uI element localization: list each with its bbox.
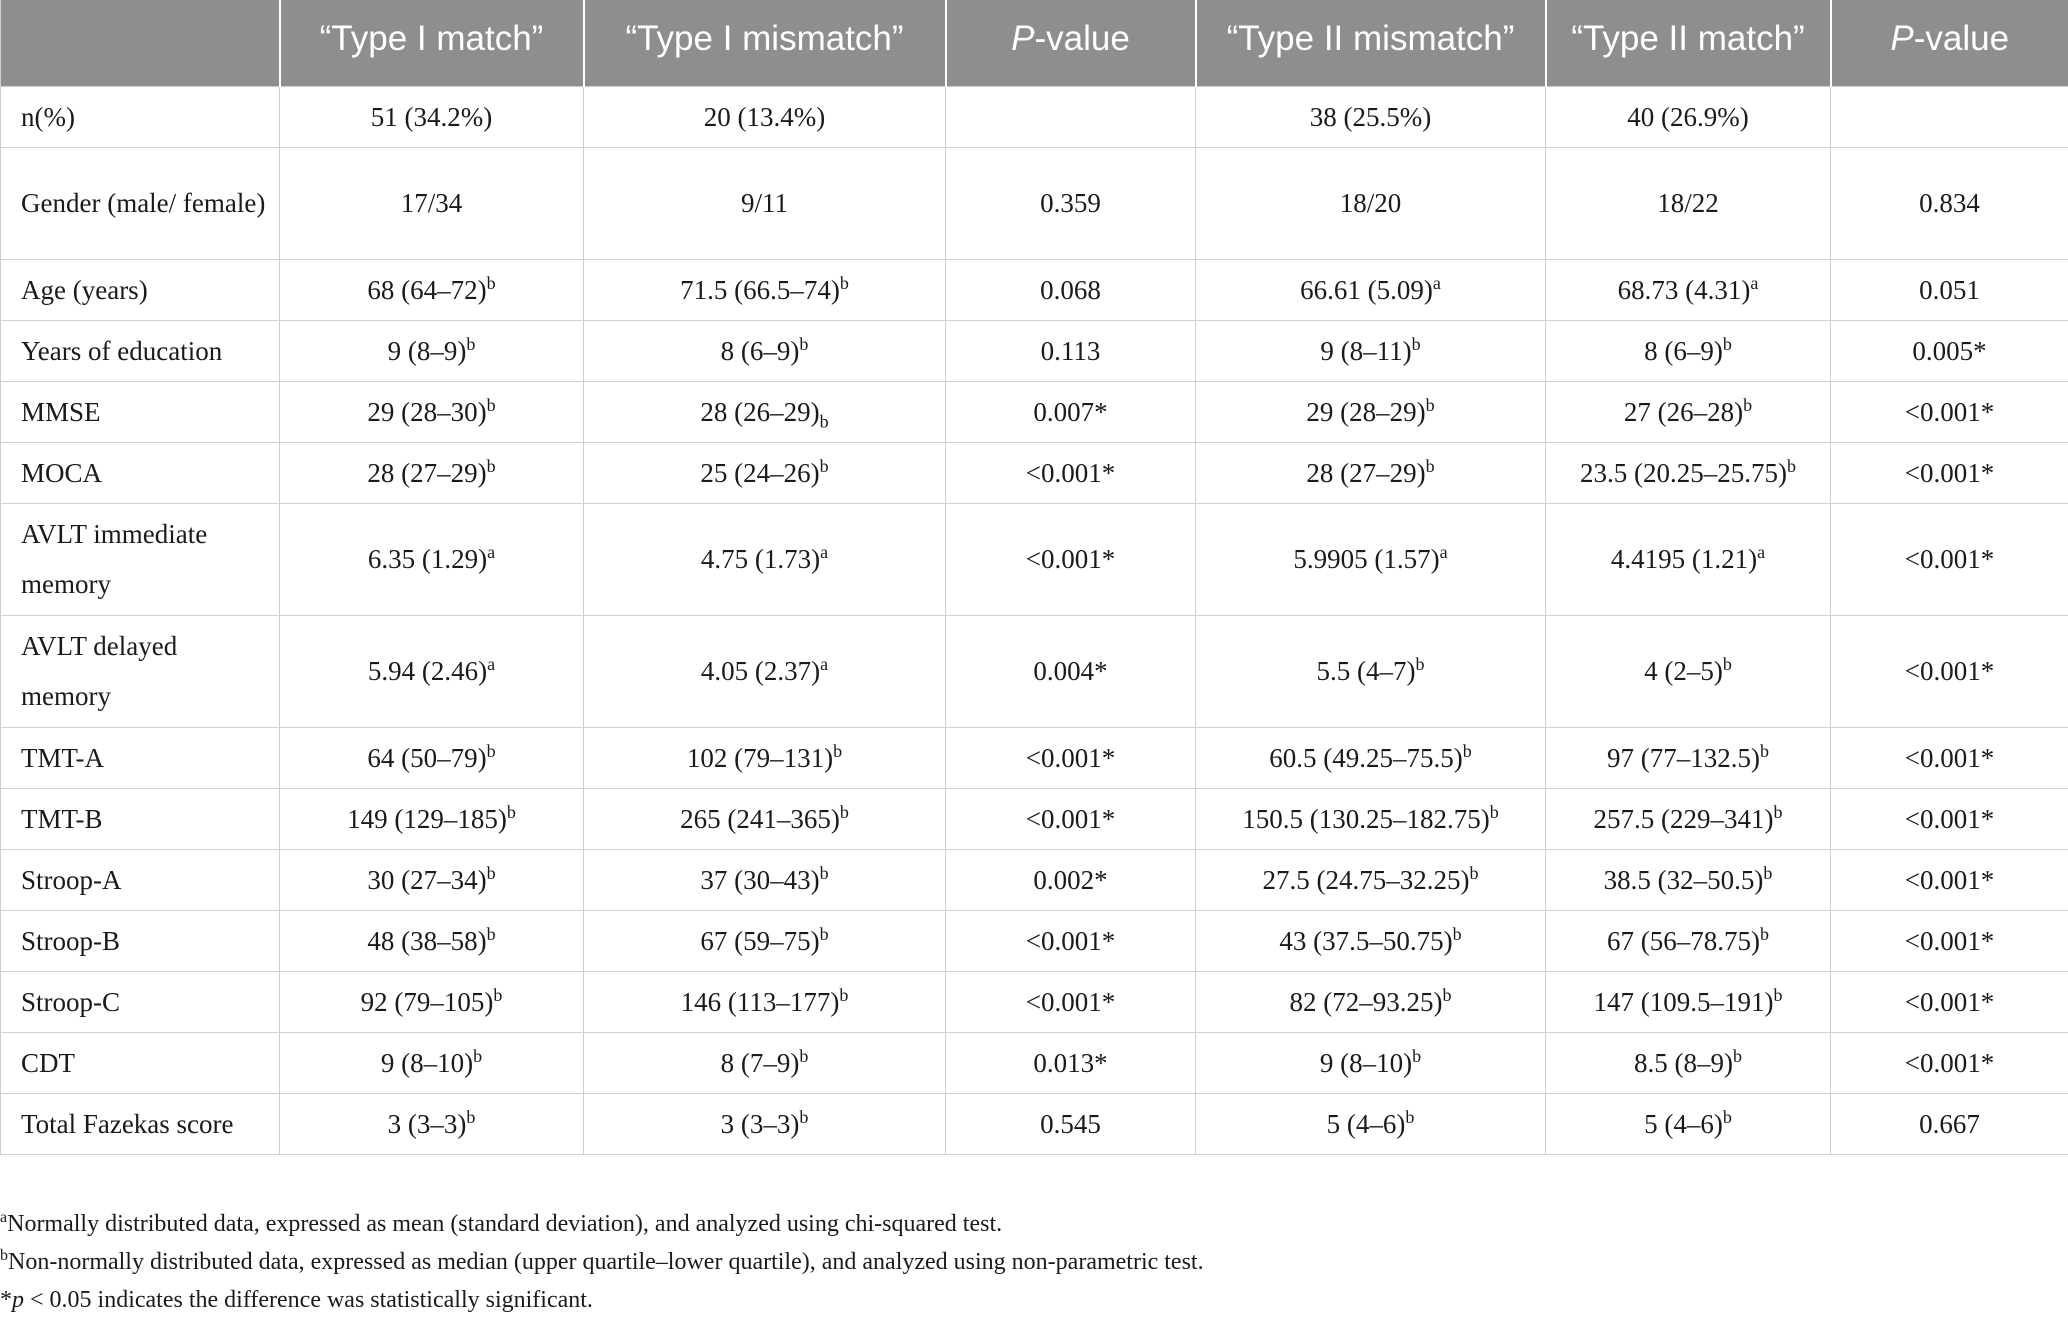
table-cell [280,320,584,381]
table-cell [1831,615,2068,727]
cell-value: 28 (27–29) [1306,457,1426,488]
cell-value: <0.001* [1025,803,1116,834]
footnote-marker: b [819,455,829,476]
table-cell [584,615,946,727]
footnote-marker: b [1722,654,1732,674]
cell-value: 5.9905 (1.57) [1293,544,1440,574]
cell-value: 147 (109.5–191) [1593,986,1774,1017]
footnote-marker: b [473,1045,483,1066]
table-cell [584,849,946,910]
cell-value: 5 (4–6) [1326,1108,1406,1139]
cell-value: 8 (6–9) [1644,335,1723,366]
table-cell [280,971,584,1032]
table-cell [280,849,584,910]
cell-value: 82 (72–93.25) [1289,986,1443,1017]
row-label: TMT-A [1,727,280,788]
row-label: AVLT delayed memory [1,615,280,727]
cell-value: 8 (6–9) [720,335,800,366]
cell-value: <0.001* [1904,803,1995,834]
table-cell [584,727,946,788]
cell-value: 265 (241–365) [680,803,840,834]
footnote-marker: b [799,1045,809,1066]
table-row [1,788,2068,849]
footnote [0,1281,2068,1319]
table-cell [1546,503,1831,615]
cell-value: 17/34 [400,188,463,218]
table-cell [584,910,946,971]
footnote-marker: a [820,654,829,674]
table-cell [1831,503,2068,615]
table-cell [280,503,584,615]
table-row [1,86,2068,147]
table-cell [280,910,584,971]
table-cell [280,381,584,442]
cell-value: 0.013* [1033,1047,1108,1078]
cell-value: 64 (50–79) [367,742,487,773]
footnote-marker: a [1439,542,1448,562]
table-cell [280,442,584,503]
table-cell [946,86,1196,147]
table-cell [280,1093,584,1154]
table-cell [946,788,1196,849]
footnote-marker: b [1425,455,1435,476]
table-cell [584,259,946,320]
cell-value: 0.004* [1033,656,1108,686]
table-cell [584,971,946,1032]
footnote-marker: b [466,333,476,354]
table-cell [280,727,584,788]
footnote [0,1205,2068,1243]
cell-value: 60.5 (49.25–75.5) [1269,742,1463,773]
table-cell [280,615,584,727]
cell-value: 51 (34.2%) [370,101,493,132]
cell-value: 20 (13.4%) [703,101,826,132]
table-cell [280,788,584,849]
cell-value: 67 (59–75) [700,925,820,956]
cell-value: 67 (56–78.75) [1607,925,1760,956]
header-row [1,0,2068,86]
column-header: P-value [946,0,1196,86]
cell-value: 9 (8–9) [387,335,467,366]
cell-value: 38.5 (32–50.5) [1603,864,1764,895]
table-cell [1546,1093,1831,1154]
table-row [1,727,2068,788]
cell-value: 9/11 [741,188,788,218]
footnote-marker: a [487,542,496,562]
table-cell [1831,147,2068,259]
table-row [1,442,2068,503]
cell-value: 27.5 (24.75–32.25) [1262,864,1470,895]
footnote-marker: a [487,654,496,674]
table-cell [584,381,946,442]
table-cell [1196,147,1546,259]
cell-value: 0.834 [1919,188,1980,218]
cell-value: 23.5 (20.25–25.75) [1580,457,1787,488]
cell-value: <0.001* [1904,925,1995,956]
row-label: TMT-B [1,788,280,849]
table-cell [1546,1032,1831,1093]
footnote-marker: b [1759,740,1769,761]
footnote-marker: b [1722,1106,1732,1127]
footnote-marker: b [466,1106,476,1127]
cell-value: <0.001* [1904,742,1995,773]
table-cell [1196,727,1546,788]
cell-value: 5.5 (4–7) [1316,656,1416,686]
table-cell [1196,615,1546,727]
cell-value: 30 (27–34) [367,864,487,895]
cell-value: 40 (26.9%) [1627,101,1749,132]
table-cell [584,147,946,259]
table-cell [946,615,1196,727]
table-cell [280,1032,584,1093]
footnote-marker: b [1462,740,1472,761]
cell-value: 18/20 [1339,188,1402,218]
row-label: Stroop-B [1,910,280,971]
table-row [1,971,2068,1032]
cell-value: <0.001* [1025,742,1116,773]
table-cell [1196,86,1546,147]
table-cell [1831,788,2068,849]
footnote-marker: b [486,923,496,944]
cell-value: <0.001* [1904,544,1995,574]
footnote-marker: b [1722,333,1732,354]
cell-value: 4.05 (2.37) [700,656,821,686]
table-row [1,381,2068,442]
cell-value: 0.051 [1919,274,1980,305]
cell-value: 97 (77–132.5) [1607,742,1760,773]
cell-value: 38 (25.5%) [1309,101,1432,132]
cell-value: 68.73 (4.31) [1617,274,1751,305]
cell-value: 43 (37.5–50.75) [1279,925,1453,956]
table-cell [584,86,946,147]
table-cell [1196,788,1546,849]
cell-value: 5 (4–6) [1644,1108,1723,1139]
footnote-marker: b [819,923,829,944]
cell-value: 102 (79–131) [686,742,834,773]
footnote-marker: b [1452,923,1462,944]
table-cell [1546,320,1831,381]
footnote-marker: b [1415,654,1425,674]
cell-value: 0.002* [1033,864,1108,895]
cell-value: <0.001* [1904,986,1995,1017]
table-cell [1546,788,1831,849]
table-cell [1831,727,2068,788]
table-row [1,320,2068,381]
cell-value: 3 (3–3) [387,1108,467,1139]
table-cell [1196,1093,1546,1154]
cell-value: <0.001* [1025,986,1116,1017]
table-cell [1546,971,1831,1032]
cell-value: 0.359 [1040,188,1101,218]
footnote-marker: b [839,272,849,293]
table-cell [1831,381,2068,442]
cell-value: 9 (8–10) [380,1047,474,1078]
table-row [1,849,2068,910]
footnote-marker: b [1743,394,1753,415]
footnote-text: Non-normally distributed data, expressed as median (upper quartile–lower quartile), and analyzed using non-parametric test. [8,1249,1204,1275]
footnote-marker: b [486,740,496,761]
row-label: Age (years) [1,259,280,320]
row-label: Stroop-A [1,849,280,910]
footnote-marker: b [1412,1045,1422,1066]
cell-value: 6.35 (1.29) [367,544,488,574]
cell-value: 25 (24–26) [700,457,820,488]
cell-value: <0.001* [1904,656,1995,686]
row-label: Gender (male/ female) [1,147,280,259]
table-cell [584,320,946,381]
table-cell [1831,1093,2068,1154]
table-cell [584,1032,946,1093]
cell-value: 0.005* [1912,335,1987,366]
table-cell [1546,849,1831,910]
table-row [1,503,2068,615]
column-header [1,0,280,86]
table-cell [946,147,1196,259]
table-cell [1831,1032,2068,1093]
table-cell [946,971,1196,1032]
table-cell [946,259,1196,320]
table-row [1,910,2068,971]
cell-value: 28 (27–29) [367,457,487,488]
footnote-mark: * [0,1287,12,1313]
table-cell [1831,849,2068,910]
table-cell [584,503,946,615]
footnote-marker: a [820,542,829,562]
footnote-marker: b [493,984,503,1005]
table-cell [946,727,1196,788]
cell-value: 8 (7–9) [720,1047,800,1078]
footnote-marker: b [819,410,829,431]
footnote-marker: b [819,862,829,883]
footnote-marker: b [1442,984,1452,1005]
cell-value: 0.007* [1033,396,1108,427]
table-cell [1196,849,1546,910]
cell-value: 4.75 (1.73) [700,544,821,574]
footnote-text: < 0.05 indicates the difference was statistically significant. [24,1287,593,1313]
p-italic: P [1011,19,1035,58]
table-cell [946,1093,1196,1154]
cell-value: 4.4195 (1.21) [1610,544,1758,574]
footnote-marker: b [486,455,496,476]
footnote-marker: b [1773,801,1783,822]
table-cell [584,1093,946,1154]
footnote [0,1243,2068,1281]
cell-value: 4 (2–5) [1644,656,1723,686]
cell-value: 29 (28–30) [367,396,487,427]
footnote-marker: b [506,801,516,822]
table-cell [1546,442,1831,503]
table-cell [946,320,1196,381]
table-cell [1831,442,2068,503]
table-cell [1546,615,1831,727]
table-row [1,615,2068,727]
table-cell [946,1032,1196,1093]
table-cell [946,503,1196,615]
footnote-marker: b [1425,394,1435,415]
cell-value: <0.001* [1904,1047,1995,1078]
table-cell [1196,259,1546,320]
cell-value: 0.068 [1040,274,1101,305]
table-header [1,0,2068,86]
table-cell [1546,147,1831,259]
table-cell [1196,1032,1546,1093]
table-cell [280,259,584,320]
footnote-marker: a [1432,272,1441,293]
cell-value: 150.5 (130.25–182.75) [1242,803,1490,834]
cell-value: 0.545 [1040,1108,1101,1139]
cell-value: 48 (38–58) [367,925,487,956]
table-cell [1831,259,2068,320]
column-header: “Type II match” [1546,0,1831,86]
table-body [1,86,2068,1154]
footnote-mark: a [0,1209,8,1226]
cell-value: 149 (129–185) [347,803,507,834]
cell-value: 9 (8–11) [1320,335,1412,366]
table-cell [1196,910,1546,971]
footnote-marker: b [839,801,849,822]
cell-value: 68 (64–72) [367,274,487,305]
cell-value: <0.001* [1904,396,1995,427]
table-cell [1831,971,2068,1032]
footnote-marker: b [1411,333,1421,354]
table-cell [1196,503,1546,615]
cell-value: 5.94 (2.46) [367,656,488,686]
footnote-marker: a [1750,272,1759,293]
cell-value: 28 (26–29) [700,396,820,427]
table-cell [1831,910,2068,971]
table-cell [1546,381,1831,442]
cell-value: 27 (26–28) [1623,396,1744,427]
row-label: MOCA [1,442,280,503]
table-cell [1546,259,1831,320]
row-label: AVLT immediate memory [1,503,280,615]
table-row [1,259,2068,320]
footnote-marker: b [1786,455,1796,476]
table-cell [1546,727,1831,788]
cell-value: <0.001* [1025,925,1116,956]
cell-value: <0.001* [1904,864,1995,895]
cell-value: 0.113 [1040,335,1101,366]
footnote-marker: b [1763,862,1773,883]
table-cell [946,381,1196,442]
table-row [1,1093,2068,1154]
cell-value: 146 (113–177) [680,986,840,1017]
footnote-marker: b [486,272,496,293]
cell-value: 8.5 (8–9) [1634,1047,1733,1078]
footnote-marker: b [799,1106,809,1127]
column-header: “Type II mismatch” [1196,0,1546,86]
table-cell [1831,86,2068,147]
footnote-marker: b [1469,862,1479,883]
table-cell [1196,320,1546,381]
cell-value: 92 (79–105) [360,986,494,1017]
cell-value: <0.001* [1025,544,1116,574]
column-header: “Type I match” [280,0,584,86]
cell-value: 29 (28–29) [1306,396,1426,427]
table-row [1,147,2068,259]
table-cell [1546,910,1831,971]
table-cell [946,849,1196,910]
footnote-marker: b [799,333,809,354]
cell-value: <0.001* [1904,457,1995,488]
footnote-marker: b [839,984,849,1005]
table-cell [584,442,946,503]
footnotes [0,1205,2068,1319]
cell-value: 0.667 [1919,1108,1980,1139]
footnote-marker: b [486,862,496,883]
footnote-marker: b [486,394,496,415]
table-cell [946,442,1196,503]
cell-value: 66.61 (5.09) [1300,274,1433,305]
row-label: MMSE [1,381,280,442]
p-italic: P [1890,19,1914,58]
footnote-marker: b [1759,923,1769,944]
row-label: Stroop-C [1,971,280,1032]
row-label: n(%) [1,86,280,147]
cell-value: 3 (3–3) [720,1108,800,1139]
p-italic: p [12,1287,24,1313]
table-cell [946,910,1196,971]
cell-value: 37 (30–43) [700,864,820,895]
table-cell [280,86,584,147]
cell-value: 9 (8–10) [1319,1047,1413,1078]
table-cell [1196,971,1546,1032]
footnote-marker: a [1757,542,1766,562]
footnote-marker: b [1405,1106,1415,1127]
cell-value: 257.5 (229–341) [1593,803,1774,834]
footnote-text: Normally distributed data, expressed as mean (standard deviation), and analyzed using chi-squared test. [7,1211,1003,1237]
table-row [1,1032,2068,1093]
table-cell [1196,442,1546,503]
footnote-marker: b [1732,1045,1742,1066]
table-cell [280,147,584,259]
row-label: Total Fazekas score [1,1093,280,1154]
footnote-marker: b [1773,984,1783,1005]
table-cell [1196,381,1546,442]
cell-value: 71.5 (66.5–74) [680,274,840,305]
row-label: CDT [1,1032,280,1093]
table-cell [584,788,946,849]
column-header: “Type I mismatch” [584,0,946,86]
footnote-marker: b [833,740,843,761]
cell-value: 18/22 [1657,188,1719,218]
footnote-mark: b [0,1247,8,1264]
table-cell [1546,86,1831,147]
row-label: Years of education [1,320,280,381]
table-cell [1831,320,2068,381]
footnote-marker: b [1489,801,1499,822]
column-header: P-value [1831,0,2068,86]
cell-value: <0.001* [1025,457,1116,488]
